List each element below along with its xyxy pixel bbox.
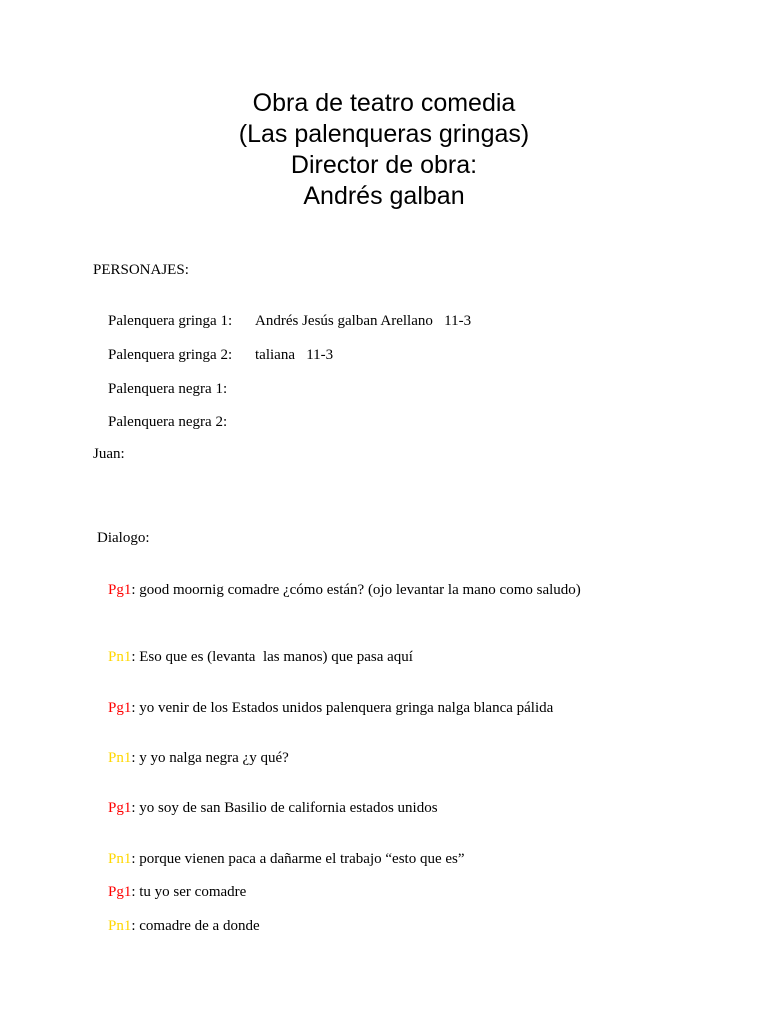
speaker-tag: Pg1 bbox=[108, 800, 132, 816]
title-line-4: Andrés galban bbox=[303, 182, 465, 210]
dialogue-text: : porque vienen paca a dañarme el trabajo “esto que es” bbox=[131, 851, 465, 867]
speaker-tag: Pg1 bbox=[108, 700, 132, 716]
speaker-tag: Pn1 bbox=[108, 918, 132, 934]
speaker-tag: Pn1 bbox=[108, 750, 132, 766]
cast-role: Palenquera negra 1: bbox=[108, 381, 228, 397]
cast-actor: taliana 11-3 bbox=[255, 347, 334, 363]
dialogue-text: : yo venir de los Estados unidos palenquera gringa nalga blanca pálida bbox=[131, 700, 554, 716]
cast-actor: Andrés Jesús galban Arellano 11-3 bbox=[255, 313, 472, 329]
dialogue-line bbox=[93, 681, 553, 735]
speaker-tag: Pn1 bbox=[108, 851, 132, 867]
dialogue-line bbox=[93, 563, 581, 617]
dialogue-text: : comadre de a donde bbox=[131, 918, 260, 934]
dialogue-text: : tu yo ser comadre bbox=[131, 884, 247, 900]
dialogue-line bbox=[93, 781, 438, 835]
cast-role: Palenquera negra 2: bbox=[108, 414, 228, 430]
dialogue-line bbox=[93, 899, 260, 953]
dialogue-heading: Dialogo: bbox=[97, 530, 150, 546]
cast-role: Palenquera gringa 1: bbox=[108, 313, 233, 329]
dialogue-text: : yo soy de san Basilio de california estados unidos bbox=[131, 800, 438, 816]
cast-heading: PERSONAJES: bbox=[93, 262, 189, 278]
cast-juan: Juan: bbox=[93, 446, 125, 462]
title-line-3: Director de obra: bbox=[290, 151, 478, 179]
speaker-tag: Pg1 bbox=[108, 582, 132, 598]
dialogue-text: : Eso que es (levanta las manos) que pasa aquí bbox=[131, 649, 413, 665]
play-title bbox=[0, 88, 768, 212]
speaker-tag: Pn1 bbox=[108, 649, 132, 665]
cast-row bbox=[93, 395, 255, 449]
speaker-tag: Pg1 bbox=[108, 884, 132, 900]
title-line-1: Obra de teatro comedia bbox=[252, 89, 516, 117]
dialogue-line bbox=[93, 630, 413, 684]
title-line-2: (Las palenqueras gringas) bbox=[238, 120, 530, 148]
dialogue-text: : good moornig comadre ¿cómo están? (ojo levantar la mano como saludo) bbox=[131, 582, 581, 598]
cast-role: Palenquera gringa 2: bbox=[108, 347, 233, 363]
dialogue-line bbox=[93, 731, 289, 785]
dialogue-text: : y yo nalga negra ¿y qué? bbox=[131, 750, 289, 766]
